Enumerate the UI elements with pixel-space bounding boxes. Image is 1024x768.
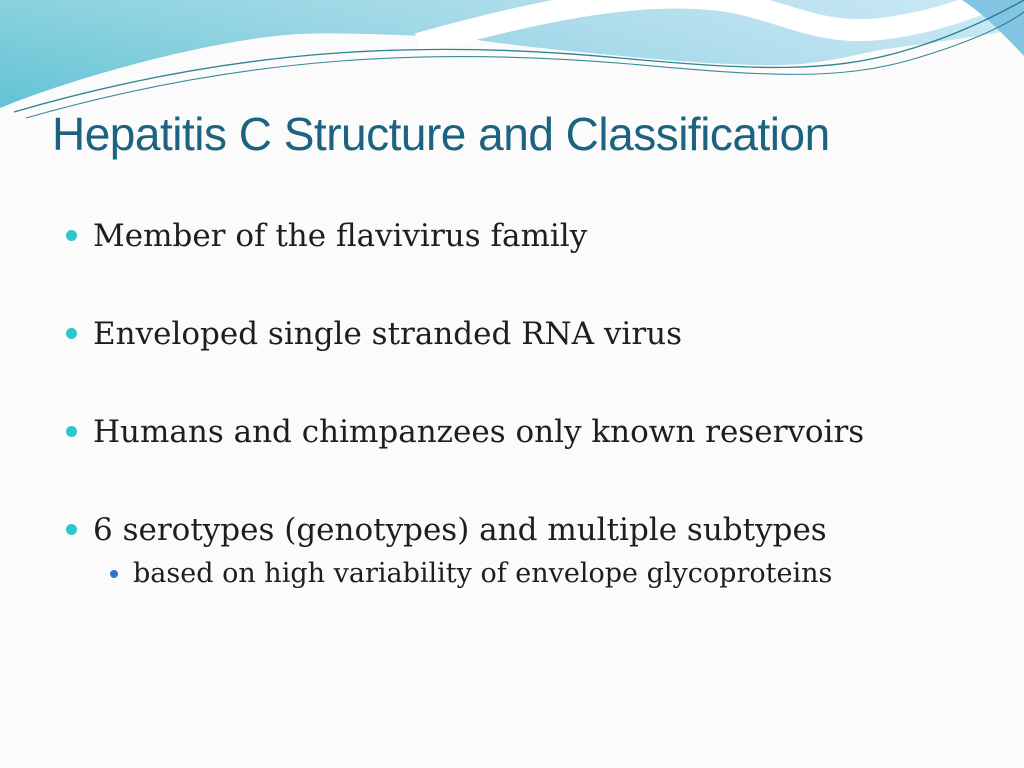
bullet-dot-icon (66, 328, 77, 339)
sub-bullet-item (0, 556, 832, 592)
bullet-dot-icon (66, 426, 77, 437)
bullet-dot-icon (66, 524, 77, 535)
sub-bullet-text: based on high variability of envelope glycoproteins (133, 558, 833, 589)
bullet-text: Enveloped single stranded RNA virus (93, 316, 683, 352)
bullet-text: Member of the flavivirus family (93, 218, 588, 254)
sub-bullet-dot-icon (110, 570, 118, 578)
slide-title: Hepatitis C Structure and Classification (52, 108, 830, 160)
bullet-item (0, 314, 682, 354)
bullet-dot-icon (66, 230, 77, 241)
bullet-item (0, 216, 587, 256)
bullet-item (0, 510, 827, 550)
bullet-item (0, 412, 864, 452)
bullet-text: Humans and chimpanzees only known reservoirs (93, 414, 865, 450)
bullet-text: 6 serotypes (genotypes) and multiple subtypes (93, 512, 827, 548)
